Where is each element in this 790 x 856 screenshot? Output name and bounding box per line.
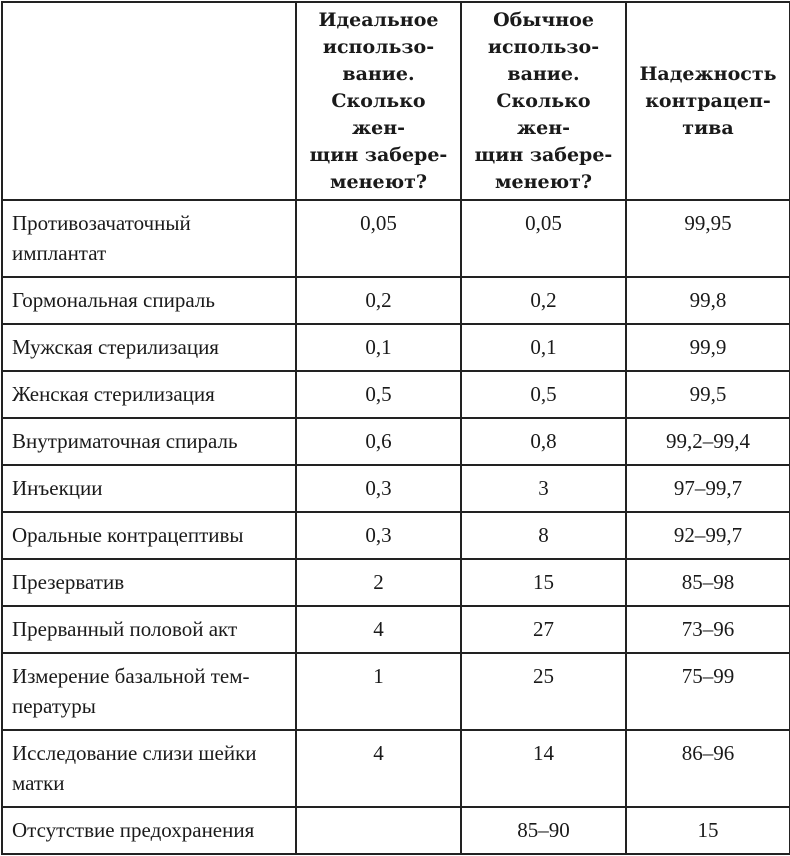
ideal-cell: 1 xyxy=(296,653,461,730)
typical-cell: 27 xyxy=(461,606,626,653)
header-line: вание. xyxy=(342,62,415,85)
reliability-cell: 86–96 xyxy=(626,730,790,807)
header-typical-use xyxy=(461,2,626,200)
header-ideal-use xyxy=(296,2,461,200)
header-line: вание. xyxy=(507,62,580,85)
table-row xyxy=(2,559,790,606)
reliability-cell: 99,5 xyxy=(626,371,790,418)
ideal-cell: 4 xyxy=(296,730,461,807)
reliability-cell: 15 xyxy=(626,807,790,854)
typical-cell: 85–90 xyxy=(461,807,626,854)
table-row xyxy=(2,606,790,653)
ideal-cell: 0,2 xyxy=(296,277,461,324)
typical-cell: 0,05 xyxy=(461,200,626,277)
table-row xyxy=(2,465,790,512)
table-row xyxy=(2,324,790,371)
table-row xyxy=(2,653,790,730)
header-method-empty xyxy=(2,2,296,200)
reliability-cell: 99,2–99,4 xyxy=(626,418,790,465)
method-cell: Противозачаточный имплантат xyxy=(2,200,296,277)
table-row xyxy=(2,200,790,277)
reliability-cell: 99,8 xyxy=(626,277,790,324)
method-cell: Оральные контрацептивы xyxy=(2,512,296,559)
header-line: контрацеп- xyxy=(645,89,771,112)
ideal-cell: 0,6 xyxy=(296,418,461,465)
table-row xyxy=(2,277,790,324)
method-cell: Презерватив xyxy=(2,559,296,606)
ideal-cell: 4 xyxy=(296,606,461,653)
method-cell: Исследование слизи шейки матки xyxy=(2,730,296,807)
ideal-cell: 0,05 xyxy=(296,200,461,277)
header-line: менеют? xyxy=(330,170,427,193)
table-row xyxy=(2,371,790,418)
method-cell: Женская стерилизация xyxy=(2,371,296,418)
typical-cell: 0,8 xyxy=(461,418,626,465)
typical-cell: 0,2 xyxy=(461,277,626,324)
typical-cell: 25 xyxy=(461,653,626,730)
header-line: Сколько жен- xyxy=(331,89,426,139)
header-line: щин забере- xyxy=(474,143,613,166)
ideal-cell: 0,5 xyxy=(296,371,461,418)
reliability-cell: 85–98 xyxy=(626,559,790,606)
header-line: менеют? xyxy=(495,170,592,193)
typical-cell: 0,5 xyxy=(461,371,626,418)
typical-cell: 3 xyxy=(461,465,626,512)
header-line: использо- xyxy=(487,35,600,58)
reliability-cell: 99,95 xyxy=(626,200,790,277)
table-row xyxy=(2,807,790,854)
table-row xyxy=(2,512,790,559)
ideal-cell: 0,3 xyxy=(296,465,461,512)
header-line: Обычное xyxy=(493,8,594,31)
header-line: Надежность xyxy=(639,62,777,85)
header-line: Идеальное xyxy=(318,8,439,31)
header-line: щин забере- xyxy=(309,143,448,166)
table-row xyxy=(2,418,790,465)
table-row xyxy=(2,730,790,807)
method-cell: Отсутствие предохранения xyxy=(2,807,296,854)
typical-cell: 0,1 xyxy=(461,324,626,371)
ideal-cell: 0,1 xyxy=(296,324,461,371)
method-cell: Прерванный половой акт xyxy=(2,606,296,653)
reliability-cell: 97–99,7 xyxy=(626,465,790,512)
reliability-cell: 73–96 xyxy=(626,606,790,653)
reliability-cell: 92–99,7 xyxy=(626,512,790,559)
header-line: Сколько жен- xyxy=(496,89,591,139)
typical-cell: 14 xyxy=(461,730,626,807)
header-reliability xyxy=(626,2,790,200)
header-line: использо- xyxy=(322,35,435,58)
header-row xyxy=(2,2,790,200)
method-cell: Инъекции xyxy=(2,465,296,512)
header-line: тива xyxy=(682,116,734,139)
typical-cell: 15 xyxy=(461,559,626,606)
reliability-cell: 75–99 xyxy=(626,653,790,730)
contraception-effectiveness-table xyxy=(1,1,790,855)
ideal-cell: 0,3 xyxy=(296,512,461,559)
reliability-cell: 99,9 xyxy=(626,324,790,371)
method-cell: Измерение базальной температуры xyxy=(2,653,296,730)
typical-cell: 8 xyxy=(461,512,626,559)
method-cell: Мужская стерилизация xyxy=(2,324,296,371)
method-cell: Гормональная спираль xyxy=(2,277,296,324)
ideal-cell: 2 xyxy=(296,559,461,606)
ideal-cell xyxy=(296,807,461,854)
method-cell: Внутриматочная спираль xyxy=(2,418,296,465)
